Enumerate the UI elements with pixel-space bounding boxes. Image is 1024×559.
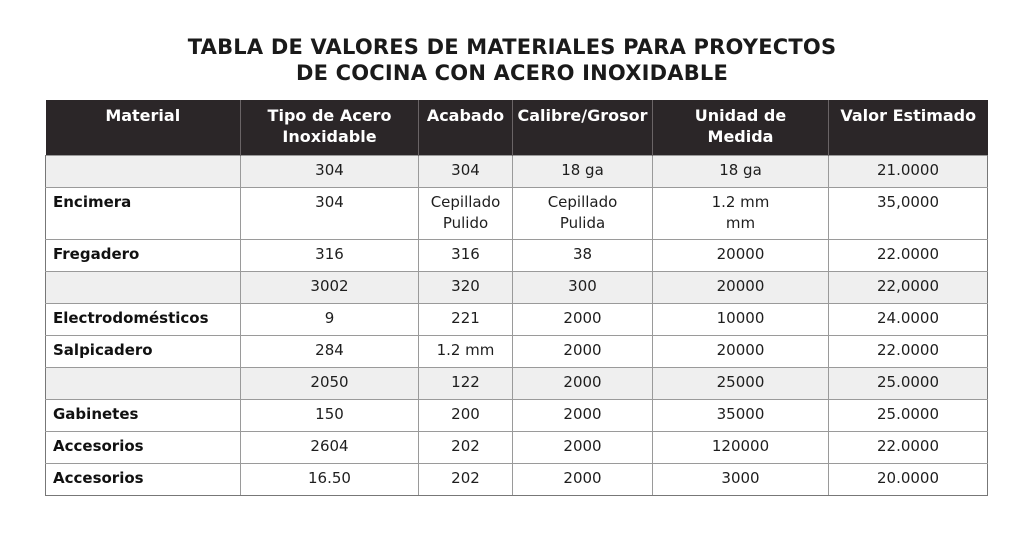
cell-unidad: 18 ga [653,155,829,187]
cell-unidad: 25000 [653,367,829,399]
cell-tipo: 304 [241,155,419,187]
cell-calibre: Cepillado Pulida [513,187,653,239]
header-tipo-acero: Tipo de Acero Inoxidable [241,100,419,155]
table-row [46,239,988,271]
cell-acabado: 320 [419,271,513,303]
cell-tipo: 304 [241,187,419,239]
cell-material: Accesorios [46,463,241,495]
table-row [46,431,988,463]
cell-material: Gabinetes [46,399,241,431]
cell-unidad: 20000 [653,335,829,367]
cell-unidad: 20000 [653,239,829,271]
cell-calibre: 2000 [513,431,653,463]
header-row [46,100,988,155]
header-acabado: Acabado [419,100,513,155]
cell-calibre: 300 [513,271,653,303]
table-row [46,463,988,495]
cell-acabado: 202 [419,431,513,463]
cell-material: Fregadero [46,239,241,271]
table-row [46,399,988,431]
cell-unidad: 10000 [653,303,829,335]
cell-material [46,271,241,303]
cell-calibre: 2000 [513,399,653,431]
cell-calibre: 2000 [513,463,653,495]
cell-material [46,155,241,187]
cell-valor: 22.0000 [829,335,988,367]
cell-calibre: 18 ga [513,155,653,187]
page-title [0,34,1024,86]
cell-calibre: 2000 [513,335,653,367]
cell-acabado: 202 [419,463,513,495]
cell-valor: 21.0000 [829,155,988,187]
cell-acabado: 200 [419,399,513,431]
cell-valor: 25.0000 [829,399,988,431]
header-unidad: Unidad de Medida [653,100,829,155]
cell-acabado: 316 [419,239,513,271]
table-row [46,335,988,367]
cell-material: Salpicadero [46,335,241,367]
materials-table [45,100,988,496]
table-body [46,155,988,495]
header-calibre: Calibre/Grosor [513,100,653,155]
cell-material: Encimera [46,187,241,239]
cell-tipo: 316 [241,239,419,271]
cell-tipo: 2050 [241,367,419,399]
cell-acabado: 221 [419,303,513,335]
table-row [46,187,988,239]
cell-calibre: 2000 [513,367,653,399]
table-header [46,100,988,155]
cell-unidad: 1.2 mm mm [653,187,829,239]
cell-calibre: 38 [513,239,653,271]
cell-valor: 22.0000 [829,239,988,271]
table-row [46,303,988,335]
cell-unidad: 20000 [653,271,829,303]
cell-material: Electrodomésticos [46,303,241,335]
title-line-1: TABLA DE VALORES DE MATERIALES PARA PROYECTOS [187,35,837,59]
cell-acabado: 304 [419,155,513,187]
cell-tipo: 3002 [241,271,419,303]
cell-acabado: 122 [419,367,513,399]
cell-tipo: 284 [241,335,419,367]
cell-tipo: 150 [241,399,419,431]
cell-material [46,367,241,399]
cell-unidad: 3000 [653,463,829,495]
cell-valor: 22.0000 [829,431,988,463]
cell-valor: 24.0000 [829,303,988,335]
cell-valor: 35,0000 [829,187,988,239]
header-material: Material [46,100,241,155]
table-row [46,367,988,399]
cell-valor: 22,0000 [829,271,988,303]
cell-tipo: 9 [241,303,419,335]
cell-tipo: 16.50 [241,463,419,495]
title-line-2: DE COCINA CON ACERO INOXIDABLE [295,61,729,85]
cell-calibre: 2000 [513,303,653,335]
cell-unidad: 35000 [653,399,829,431]
table-row [46,271,988,303]
cell-acabado: Cepillado Pulido [419,187,513,239]
table-row [46,155,988,187]
cell-tipo: 2604 [241,431,419,463]
cell-unidad: 120000 [653,431,829,463]
cell-acabado: 1.2 mm [419,335,513,367]
cell-valor: 20.0000 [829,463,988,495]
cell-material: Accesorios [46,431,241,463]
cell-valor: 25.0000 [829,367,988,399]
header-valor: Valor Estimado [829,100,988,155]
